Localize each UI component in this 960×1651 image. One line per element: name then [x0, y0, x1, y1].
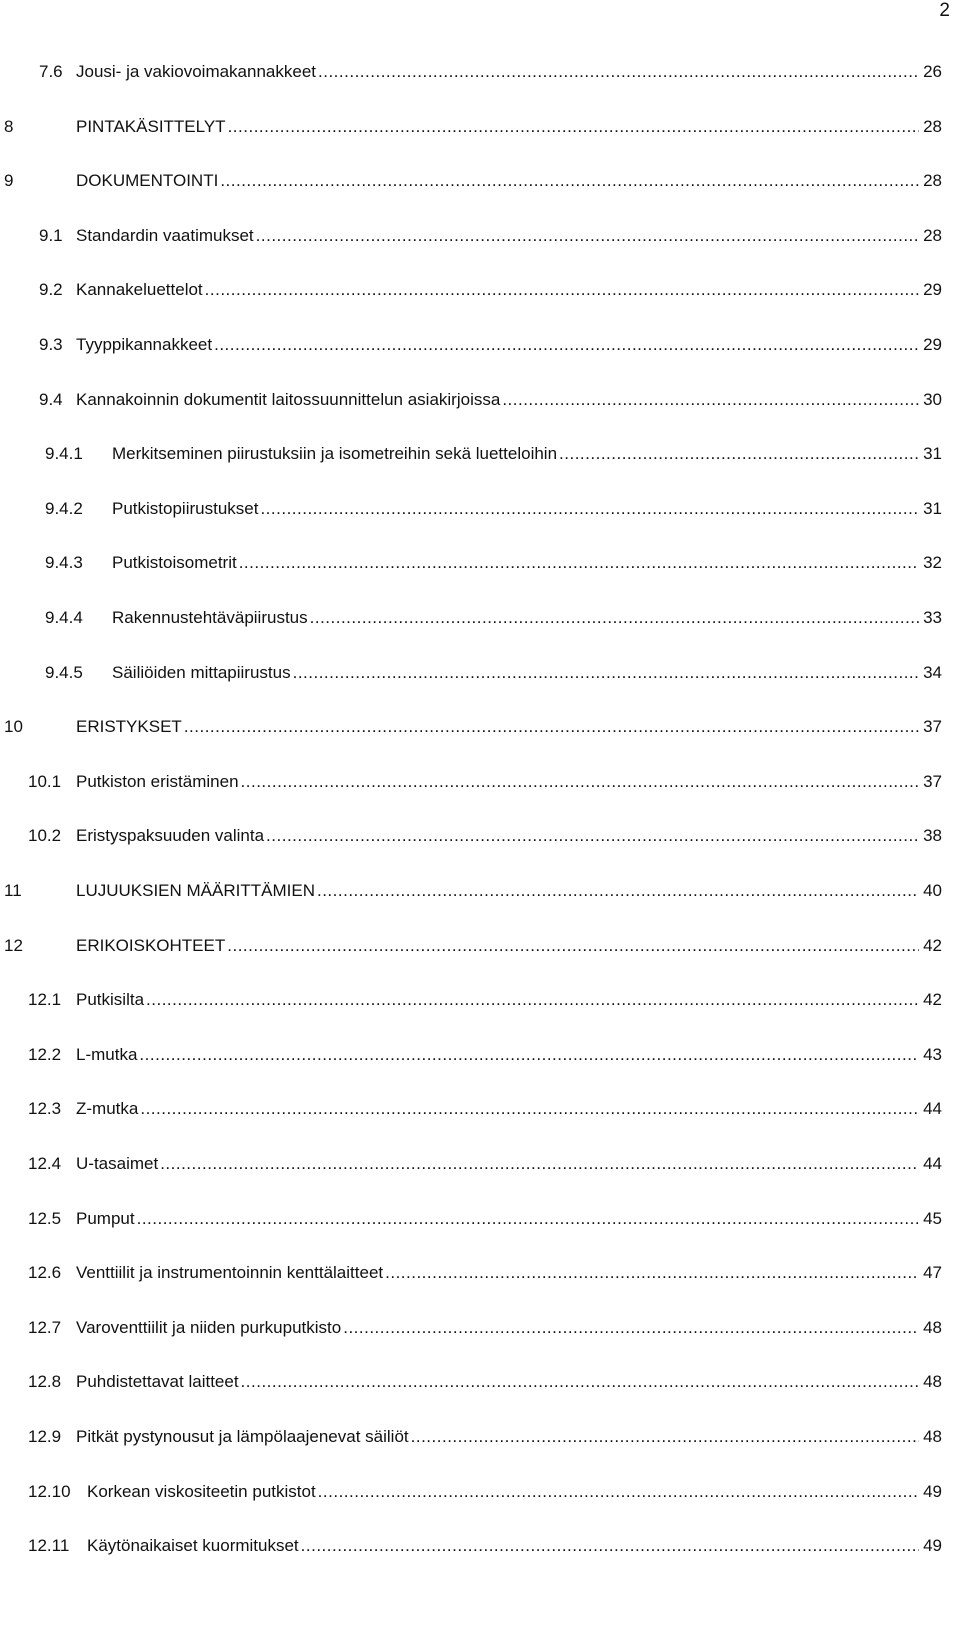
dot-leader: [239, 551, 919, 575]
toc-entry[interactable]: [0, 497, 960, 521]
toc-entry-page: 32: [923, 553, 942, 573]
toc-entry-title: Putkistopiirustukset: [112, 498, 259, 518]
toc-entry-page: 29: [923, 335, 942, 354]
dot-leader: [256, 224, 919, 248]
toc-entry-page: 37: [923, 717, 942, 737]
dot-leader: [220, 169, 919, 193]
toc-entry-page: 43: [923, 1044, 942, 1064]
toc-entry-title: ERIKOISKOHTEET: [76, 935, 226, 955]
toc-entry-page: 47: [923, 1263, 942, 1283]
dot-leader: [343, 1316, 919, 1340]
dot-leader: [310, 606, 919, 630]
toc-entry-title: Tyyppikannakkeet: [76, 335, 213, 354]
toc-entry-number: 10: [4, 717, 23, 737]
toc-entry-title: Eristyspaksuuden valinta: [76, 826, 265, 846]
toc-entry-title: Merkitseminen piirustuksiin ja isometreihin sekä luetteloihin: [112, 444, 558, 464]
dot-leader: [160, 1152, 919, 1176]
toc-entry[interactable]: [0, 1043, 960, 1067]
toc-entry-page: 29: [923, 280, 942, 300]
toc-entry-page: 49: [923, 1481, 942, 1501]
toc-entry-title: Pumput: [76, 1208, 135, 1228]
toc-entry-page: 33: [923, 608, 942, 627]
toc-entry-title: Rakennustehtäväpiirustus: [112, 608, 308, 627]
toc-entry-page: 48: [923, 1372, 942, 1392]
toc-entry-number: 9.2: [39, 280, 63, 300]
toc-entry-page: 44: [923, 1099, 942, 1119]
toc-entry[interactable]: [0, 1534, 960, 1558]
dot-leader: [139, 1043, 919, 1067]
toc-entry-page: 31: [923, 444, 942, 464]
dot-leader: [184, 715, 919, 739]
toc-entry-title: Putkistoisometrit: [112, 553, 237, 573]
toc-entry[interactable]: [0, 1207, 960, 1231]
dot-leader: [137, 1207, 919, 1231]
toc-entry-title: PINTAKÄSITTELYT: [76, 116, 226, 136]
toc-entry-page: 31: [923, 498, 942, 518]
dot-leader: [205, 278, 919, 302]
toc-entry-page: 26: [923, 62, 942, 81]
toc-entry-title: LUJUUKSIEN MÄÄRITTÄMIEN: [76, 881, 315, 900]
toc-entry[interactable]: [0, 606, 960, 630]
toc-entry[interactable]: [0, 824, 960, 848]
toc-entry-number: 9.4.5: [45, 662, 83, 682]
dot-leader: [241, 770, 920, 794]
dot-leader: [559, 442, 919, 466]
dot-leader: [266, 824, 919, 848]
toc-entry-page: 40: [923, 881, 942, 900]
toc-entry[interactable]: [0, 988, 960, 1012]
dot-leader: [260, 497, 919, 521]
toc-entry-title: Kannakoinnin dokumentit laitossuunnittelun asiakirjoissa: [76, 389, 501, 409]
dot-leader: [146, 988, 919, 1012]
toc-entry[interactable]: [0, 115, 960, 139]
dot-leader: [241, 1370, 920, 1394]
toc-entry-title: DOKUMENTOINTI: [76, 171, 219, 191]
toc-entry-number: 9.4.4: [45, 608, 83, 627]
page-number: 2: [939, 0, 950, 21]
dot-leader: [385, 1261, 919, 1285]
toc-entry-number: 8: [4, 116, 14, 136]
toc-entry[interactable]: [0, 278, 960, 302]
toc-entry-number: 9.1: [39, 225, 63, 245]
dot-leader: [318, 60, 919, 84]
toc-entry-number: 12.7: [28, 1317, 62, 1337]
toc-entry-page: 42: [923, 990, 942, 1010]
toc-entry-number: 9.4.3: [45, 553, 83, 573]
toc-entry-page: 34: [923, 662, 942, 682]
toc-entry-page: 44: [923, 1154, 942, 1173]
toc-entry-number: 12.10: [28, 1481, 71, 1501]
dot-leader: [411, 1425, 919, 1449]
toc-entry-title: U-tasaimet: [76, 1154, 159, 1173]
toc-entry-number: 12.11: [28, 1536, 70, 1556]
toc-entry-title: L-mutka: [76, 1044, 138, 1064]
toc-entry-page: 30: [923, 389, 942, 409]
toc-entry-page: 28: [923, 225, 942, 245]
toc-entry[interactable]: [0, 661, 960, 685]
toc-entry[interactable]: [0, 1370, 960, 1394]
toc-entry-title: Pitkät pystynousut ja lämpölaajenevat säiliöt: [76, 1427, 409, 1446]
toc-entry-title: Puhdistettavat laitteet: [76, 1372, 239, 1392]
dot-leader: [317, 879, 919, 903]
toc-entry[interactable]: [0, 169, 960, 193]
toc-entry-title: Putkisilta: [76, 990, 145, 1010]
toc-entry[interactable]: [0, 1316, 960, 1340]
toc-entry-page: 37: [923, 771, 942, 791]
toc-entry-number: 12.4: [28, 1154, 62, 1173]
toc-entry-page: 45: [923, 1208, 942, 1228]
toc-entry[interactable]: [0, 333, 960, 357]
dot-leader: [227, 934, 919, 958]
toc-entry[interactable]: [0, 770, 960, 794]
dot-leader: [318, 1480, 919, 1504]
toc-entry-title: Kannakeluettelot: [76, 280, 203, 300]
toc-entry-number: 12.1: [28, 990, 62, 1010]
toc-entry-title: Jousi- ja vakiovoimakannakkeet: [76, 62, 317, 81]
dot-leader: [140, 1097, 919, 1121]
toc-entry-page: 49: [923, 1536, 942, 1556]
toc-entry-page: 42: [923, 935, 942, 955]
toc-entry-page: 28: [923, 171, 942, 191]
toc-entry[interactable]: [0, 1425, 960, 1449]
toc-entry-number: 12.5: [28, 1208, 62, 1228]
toc-entry-number: 12.2: [28, 1044, 62, 1064]
toc-entry-page: 28: [923, 116, 942, 136]
toc-entry-title: Käytönaikaiset kuormitukset: [87, 1536, 299, 1556]
toc-entry[interactable]: [0, 715, 960, 739]
toc-entry-number: 12.9: [28, 1427, 62, 1446]
dot-leader: [293, 661, 919, 685]
toc-entry[interactable]: [0, 1480, 960, 1504]
toc-entry-title: ERISTYKSET: [76, 717, 182, 737]
toc-entry[interactable]: [0, 388, 960, 412]
dot-leader: [301, 1534, 919, 1558]
toc-entry-number: 12.6: [28, 1263, 62, 1283]
toc-entry-number: 9.3: [39, 335, 63, 354]
toc-entry-title: Putkiston eristäminen: [76, 771, 239, 791]
toc-entry-number: 9.4: [39, 389, 63, 409]
toc-entry-number: 12.8: [28, 1372, 62, 1392]
toc-entry-number: 9.4.1: [45, 444, 83, 464]
toc-entry-number: 10.1: [28, 771, 62, 791]
toc-entry[interactable]: [0, 551, 960, 575]
toc-entry-number: 12.3: [28, 1099, 62, 1119]
dot-leader: [502, 388, 919, 412]
toc-entry-number: 9: [4, 171, 14, 191]
toc-entry[interactable]: [0, 224, 960, 248]
toc-entry-title: Standardin vaatimukset: [76, 225, 254, 245]
toc-entry-title: Venttiilit ja instrumentoinnin kenttälaitteet: [76, 1263, 384, 1283]
toc-entry[interactable]: [0, 442, 960, 466]
toc-entry[interactable]: [0, 60, 960, 84]
toc-entry[interactable]: [0, 1152, 960, 1176]
dot-leader: [214, 333, 919, 357]
dot-leader: [228, 115, 920, 139]
toc-entry-number: 9.4.2: [45, 498, 83, 518]
toc-entry[interactable]: [0, 879, 960, 903]
toc-entry[interactable]: [0, 1097, 960, 1121]
toc-entry[interactable]: [0, 1261, 960, 1285]
toc-entry-title: Korkean viskositeetin putkistot: [87, 1481, 316, 1501]
toc-entry-page: 48: [923, 1317, 942, 1337]
toc-entry-number: 12: [4, 935, 23, 955]
toc-entry-number: 7.6: [39, 62, 63, 81]
toc-entry-page: 48: [923, 1427, 942, 1446]
toc-entry[interactable]: [0, 934, 960, 958]
toc-entry-title: Säiliöiden mittapiirustus: [112, 662, 291, 682]
toc-entry-page: 38: [923, 826, 942, 846]
toc-entry-title: Varoventtiilit ja niiden purkuputkisto: [76, 1317, 342, 1337]
toc-entry-number: 10.2: [28, 826, 62, 846]
toc-entry-number: 11: [4, 881, 22, 900]
toc-entry-title: Z-mutka: [76, 1099, 139, 1119]
